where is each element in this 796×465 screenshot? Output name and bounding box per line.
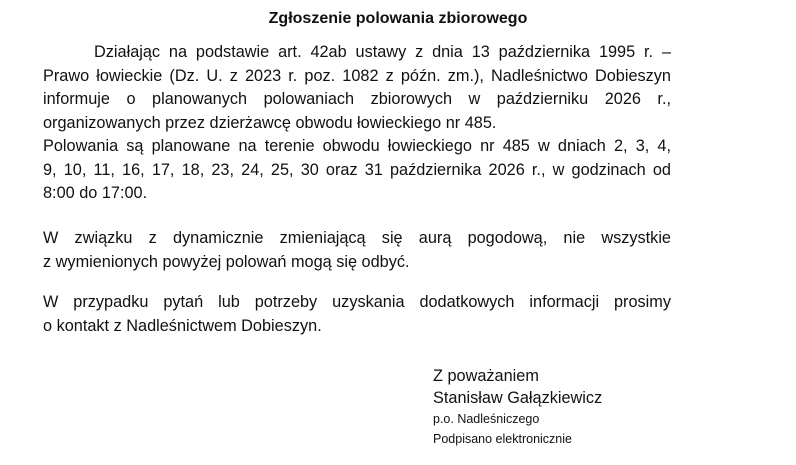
signature-name: Stanisław Gałązkiewicz <box>433 389 603 407</box>
paragraph-line: o kontakt z Nadleśnictwem Dobieszyn. <box>43 316 322 335</box>
paragraph-line: Prawo łowieckie (Dz. U. z 2023 r. poz. 1082 z późn. zm.), Nadleśnictwo Dobieszyn <box>43 66 671 85</box>
paragraph-line: z wymienionych powyżej polowań mogą się odbyć. <box>43 252 410 271</box>
paragraph-line: 9, 10, 11, 16, 17, 18, 23, 24, 25, 30 oraz 31 października 2026 r., w godzinach od <box>43 160 671 179</box>
signature-closing: Z poważaniem <box>433 367 539 385</box>
document-title: Zgłoszenie polowania zbiorowego <box>268 10 528 27</box>
paragraph-line: Polowania są planowane na terenie obwodu łowieckiego nr 485 w dniach 2, 3, 4, <box>43 137 671 155</box>
paragraph-line: W związku z dynamicznie zmieniającą się aurą pogodową, nie wszystkie <box>43 229 671 247</box>
paragraph-weather-notice <box>43 227 671 274</box>
paragraph-line: informuje o planowanych polowaniach zbiorowych w październiku 2026 r., <box>43 90 671 108</box>
paragraph-contact <box>43 291 671 338</box>
paragraph-announcement <box>43 41 671 206</box>
paragraph-line: W przypadku pytań lub potrzeby uzyskania dodatkowych informacji prosimy <box>43 293 671 311</box>
signature-block <box>433 365 763 449</box>
paragraph-line: Działając na podstawie art. 42ab ustawy z dnia 13 października 1995 r. – <box>94 43 671 61</box>
signature-position: p.o. Nadleśniczego <box>433 412 540 426</box>
paragraph-line: organizowanych przez dzierżawcę obwodu łowieckiego nr 485. <box>43 113 497 132</box>
signature-electronic-note: Podpisano elektronicznie <box>433 432 572 446</box>
paragraph-line: 8:00 do 17:00. <box>43 184 148 202</box>
